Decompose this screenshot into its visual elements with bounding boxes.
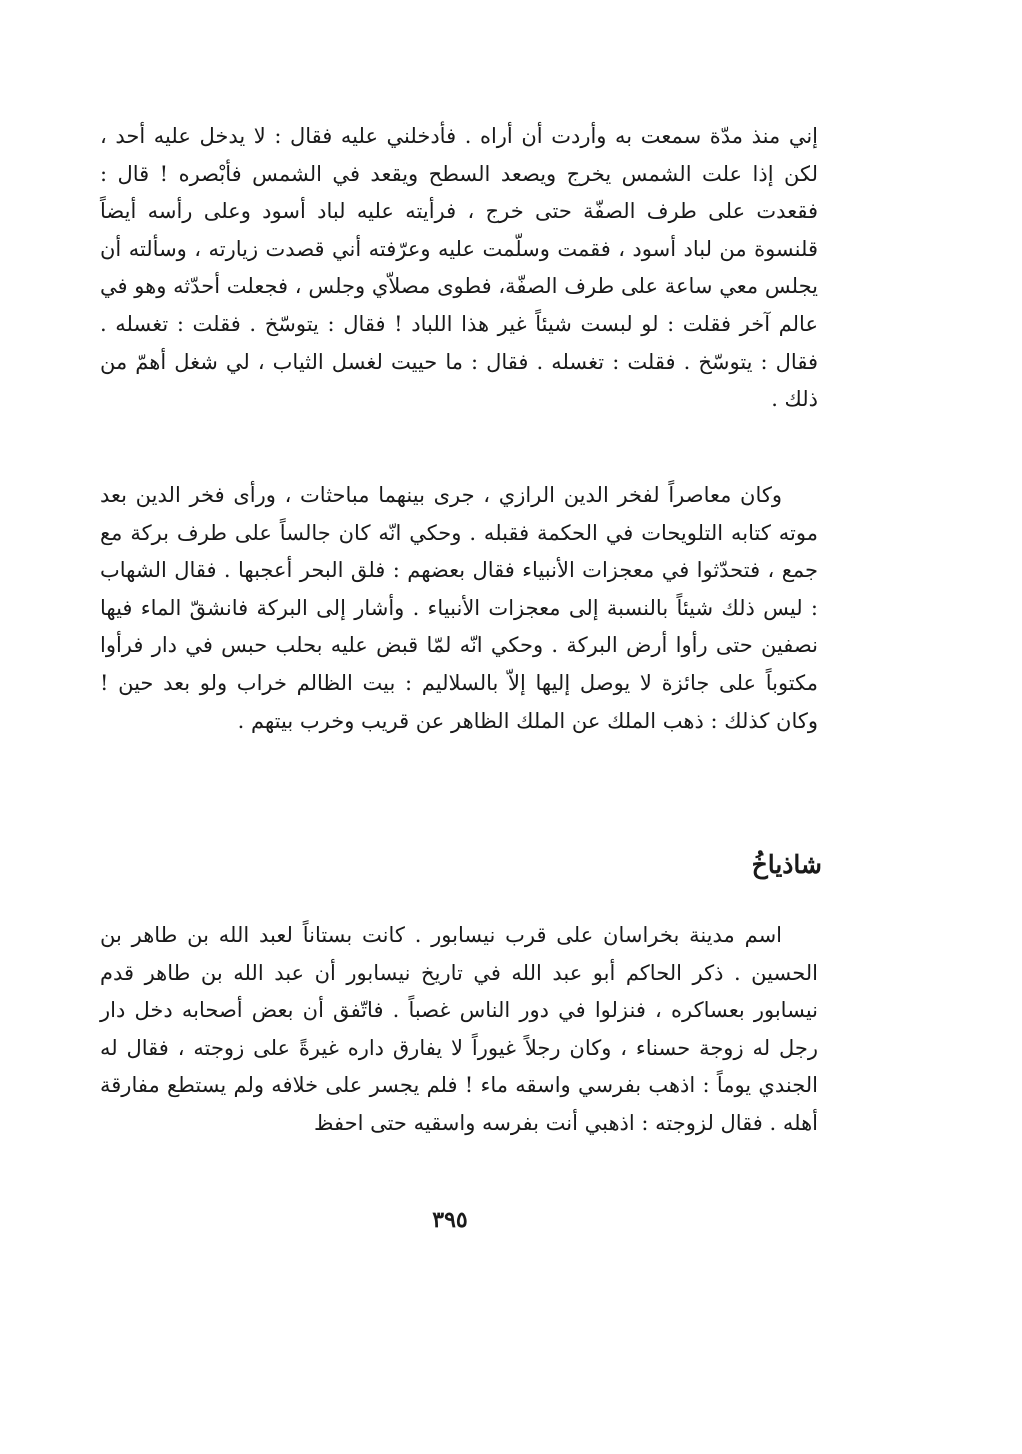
paragraph-3: اسم مدينة بخراسان على قرب نيسابور . كانت بستاناً لعبد الله بن طاهر بن الحسين . ذكر الحاكم أبو عبد الله في تاريخ نيسابور أن عبد الله بن طاهر قدم نيسابور بعساكره ، فنزلوا في دور الناس غصباً . فاتّفق أن بعض أصحابه دخل دار رجل له زوجة حسناء ، وكان رجلاً غيوراً لا يفارق داره غيرةً على زوجته ، فقال له الجندي يوماً : اذهب بفرسي واسقه ماء ! فلم يجسر على خلافه ولم يستطع مفارقة أهله . فقال لزوجته : اذهبي أنت بفرسه واسقيه حتى احفظ xyxy=(100,923,818,1135)
paragraph-2: وكان معاصراً لفخر الدين الرازي ، جرى بينهما مباحثات ، ورأى فخر الدين بعد موته كتابه التلويحات في الحكمة فقبله . وحكي انّه كان جالساً على طرف بركة مع جمع ، فتحدّثوا في معجزات الأنبياء فقال بعضهم : فلق البحر أعجبها . فقال الشهاب : ليس ذلك شيئاً بالنسبة إلى معجزات الأنبياء . وأشار إلى البركة فانشقّ الماء فيها نصفين حتى رأوا أرض البركة . وحكي انّه لمّا قبض عليه بحلب حبس في دار فرأوا مكتوباً على جائزة لا يوصل إليها إلاّ بالسلاليم : بيت الظالم خراب ولو بعد حين ! وكان كذلك : ذهب الملك عن الملك الظاهر عن قريب وخرب بيتهم . xyxy=(100,483,818,733)
section-heading: شاذياخُ xyxy=(751,850,822,879)
page-number: ٣٩٥ xyxy=(432,1207,468,1233)
paragraph-1: إني منذ مدّة سمعت به وأردت أن أراه . فأدخلني عليه فقال : لا يدخل عليه أحد ، لكن إذا علت الشمس يخرج ويصعد السطح ويقعد في الشمس فأبْصره ! قال : فقعدت على طرف الصفّة حتى خرج ، فرأيته عليه لباد أسود وعلى رأسه أيضاً قلنسوة من لباد أسود ، فقمت وسلّمت عليه وعرّفته أني قصدت زيارته ، وسألته أن يجلس معي ساعة على طرف الصفّة، فطوى مصلاّي وجلس ، فجعلت أحدّثه وهو في عالم آخر فقلت : لو لبست شيئاً غير هذا اللباد ! فقال : يتوسّخ . فقلت : تغسله . فقال : يتوسّخ . فقلت : تغسله . فقال : ما حييت لغسل الثياب ، لي شغل أهمّ من ذلك . xyxy=(100,124,818,412)
